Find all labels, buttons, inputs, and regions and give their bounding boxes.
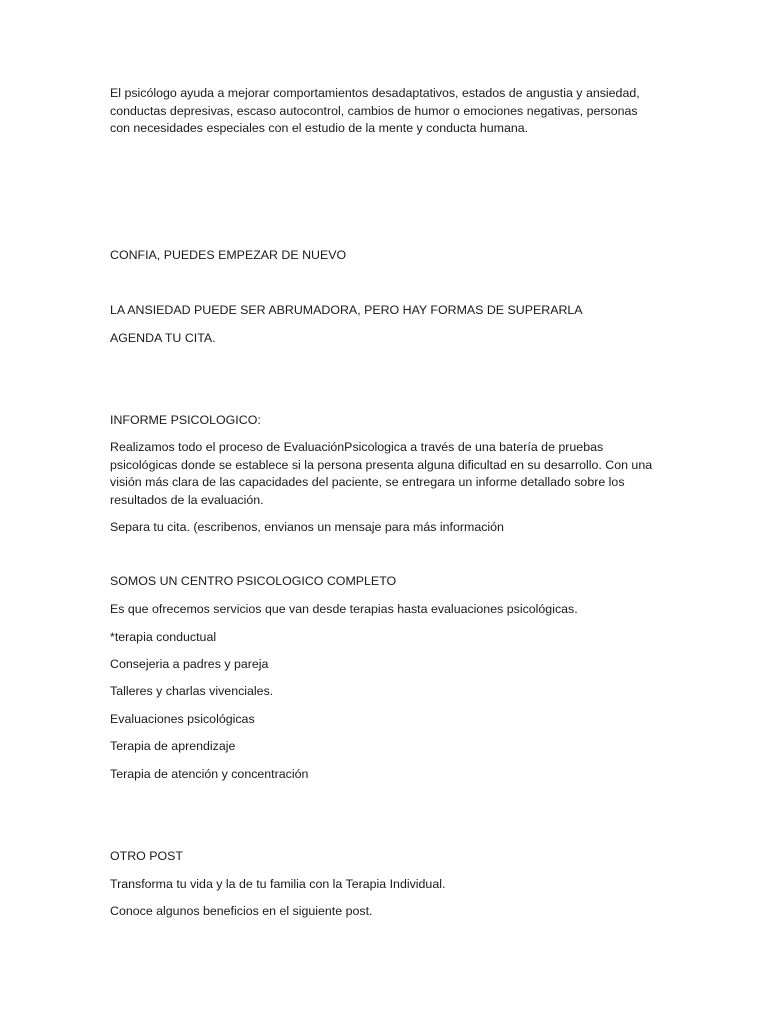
heading-confia: CONFIA, PUEDES EMPEZAR DE NUEVO: [110, 248, 347, 262]
service-item: Evaluaciones psicológicas: [110, 712, 255, 726]
otro-post-heading: OTRO POST: [110, 849, 183, 863]
informe-paragraph: Realizamos todo el proceso de EvaluaciónPsicologica a través de una batería de pruebas psicológicas donde se establece si la persona presenta alguna dificultad en su desarrollo. Con una visión más clara de las capacidades del paciente, se entregara un informe detallado sobre los resultados de la evaluación.: [110, 440, 653, 507]
separa-cita-text: Separa tu cita. (escribenos, envianos un mensaje para más información: [110, 520, 504, 534]
intro-paragraph: El psicólogo ayuda a mejorar comportamientos desadaptativos, estados de angustia y ansiedad, conductas depresivas, escaso autocontrol, cambios de humor o emociones negativas, personas con necesidades especiales con el estudio de la mente y conducta humana.: [110, 86, 640, 136]
centro-heading: SOMOS UN CENTRO PSICOLOGICO COMPLETO: [110, 574, 397, 588]
service-item: *terapia conductual: [110, 630, 217, 644]
service-item: Talleres y charlas vivenciales.: [110, 684, 274, 698]
heading-ansiedad: LA ANSIEDAD PUEDE SER ABRUMADORA, PERO HAY FORMAS DE SUPERARLA: [110, 303, 583, 317]
service-item: Consejeria a padres y pareja: [110, 657, 269, 671]
service-item: Terapia de atención y concentración: [110, 767, 309, 781]
centro-paragraph: Es que ofrecemos servicios que van desde terapias hasta evaluaciones psicológicas.: [110, 602, 578, 616]
conoce-text: Conoce algunos beneficios en el siguiente post.: [110, 904, 373, 918]
agenda-cita-text: AGENDA TU CITA.: [110, 331, 216, 345]
transforma-text: Transforma tu vida y la de tu familia con la Terapia Individual.: [110, 877, 446, 891]
informe-heading: INFORME PSICOLOGICO:: [110, 413, 261, 427]
service-item: Terapia de aprendizaje: [110, 739, 236, 753]
